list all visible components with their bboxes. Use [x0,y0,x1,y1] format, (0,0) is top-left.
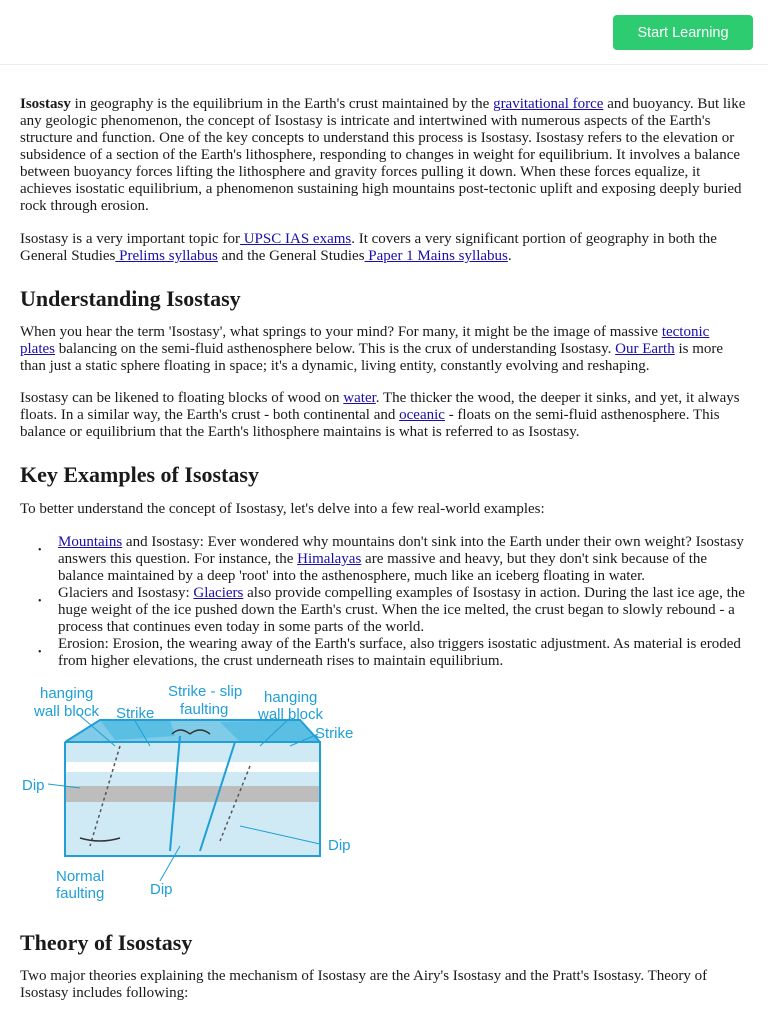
mains-syllabus-link[interactable]: Paper 1 Mains syllabus [364,248,508,264]
label-dip-left: Dip [22,777,45,794]
top-bar [0,0,768,65]
label-normal-faulting: Normal [56,868,105,885]
list-text: also provide compelling examples of Isostasy in action. During the last ice age, the huge weight of the ice pushed down the Earth's crust. When the ice melted, the crust began to slowly rebound - a process that continues even today in some parts of the world. [58,585,745,635]
label-hanging-left: wall block [34,703,100,720]
label-strike-slip: faulting [180,701,229,718]
examples-list [20,534,748,670]
label-strike-right: Strike [315,725,354,742]
bullet-icon: • [38,596,42,607]
intro-text: . [507,248,512,264]
examples-intro: To better understand the concept of Isostasy, let's delve into a few real-world examples: [20,501,545,517]
understanding-text: When you hear the term 'Isostasy', what springs to your mind? For many, it might be the image of massive [20,324,662,340]
list-item [38,636,748,670]
label-dip-bottom: Dip [150,881,173,898]
intro-text: . It covers a very significant portion of geography in both the General Studies [20,231,717,264]
intro-paragraph-2 [20,231,748,265]
intro-text: in geography is the equilibrium in the Earth's crust maintained by the [70,96,494,112]
understanding-text: Isostasy can be likened to floating blocks of wood on [20,390,344,406]
examples-heading: Key Examples of Isostasy [20,462,259,487]
our-earth-link[interactable]: Our Earth [615,341,675,357]
water-link[interactable]: water [343,390,376,406]
theory-heading: Theory of Isostasy [20,930,193,955]
label-hanging-left: hanging [40,685,94,702]
list-text: Erosion: Erosion, the wearing away of the Earth's surface, also triggers isostatic adjustment. As material is eroded from higher elevations, the crust underneath rises to maintain equilibrium. [58,636,741,669]
start-learning-button[interactable]: Start Learning [613,15,753,50]
list-text: and Isostasy: Ever wondered why mountains don't sink into the Earth under their own weight? Isostasy answers this question. For instance, the [58,534,744,567]
gravitational-force-link[interactable]: gravitational force [493,96,604,112]
list-text: Glaciers and Isostasy: [58,585,194,601]
understanding-paragraph-2 [20,390,748,441]
label-strike-slip: Strike - slip [168,683,243,700]
fault-diagram [20,676,370,908]
tectonic-plates-link[interactable]: tectonic plates [20,324,710,357]
understanding-text: is more than just a static sphere floating in space; it's a dynamic, living entity, constantly evolving and reshaping. [20,341,724,374]
understanding-heading: Understanding Isostasy [20,286,241,311]
prelims-syllabus-link[interactable]: Prelims syllabus [115,248,218,264]
label-strike-left: Strike [116,705,155,722]
article-body [20,96,748,670]
bullet-icon: • [38,647,42,658]
understanding-text: . The thicker the wood, the deeper it sinks, and yet, it always floats. In a similar way, the Earth's crust - both continental and [20,390,740,423]
theory-paragraph: Two major theories explaining the mechanism of Isostasy are the Airy's Isostasy and the Pratt's Isostasy. Theory of Isostasy includes following: [20,968,708,1001]
understanding-text: balancing on the semi-fluid asthenosphere below. This is the crux of understanding Isostasy. [55,341,616,357]
list-item [38,534,748,585]
understanding-text: - floats on the semi-fluid asthenosphere. This balance or equilibrium that the Earth's lithosphere maintains is what is referred to as Isostasy. [20,407,720,440]
understanding-paragraph-1 [20,324,748,375]
upsc-ias-link[interactable]: UPSC IAS exams [239,231,352,247]
label-hanging-right: wall block [258,706,324,723]
intro-paragraph-1 [20,96,748,215]
label-normal-faulting: faulting [56,885,105,902]
list-item [38,585,748,636]
glaciers-link[interactable]: Glaciers [193,585,244,601]
intro-text: and the General Studies [217,248,365,264]
label-hanging-right: hanging [264,689,318,706]
himalayas-link[interactable]: Himalayas [297,551,362,567]
list-text: are massive and heavy, but they don't sink because of the balance maintained by a deep 'root' into the asthenosphere, much like an iceberg floating in water. [58,551,708,584]
intro-text: and buoyancy. But like any geologic phenomenon, the concept of Isostasy is intricate and intertwined with numerous aspects of the Earth's structure and function. One of the key concepts to understand this process is Isostasy. Isostasy refers to the elevation or subsidence of a section of the Earth's lithosphere, responding to changes in weight for equilibrium. It involves a balance between buoyancy forces lifting the lithosphere and gravity forces pulling it down. When these forces equalize, it achieves isostatic equilibrium, a phenomenon sustaining high mountains post-tectonic uplift and exposing deeply buried rock through erosion. [20,96,746,214]
label-dip-right: Dip [328,837,351,854]
theory-section [20,930,748,1016]
intro-text: Isostasy is a very important topic for [20,231,240,247]
rock-stratum [65,762,320,772]
mountains-link[interactable]: Mountains [58,534,123,550]
oceanic-link[interactable]: oceanic [399,407,445,423]
intro-term: Isostasy [20,96,71,112]
bullet-icon: • [38,545,42,556]
